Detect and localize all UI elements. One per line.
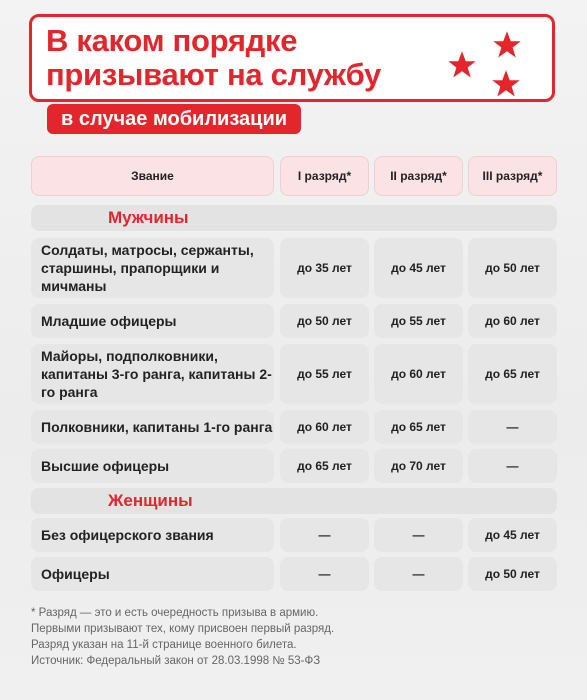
column-header-category-2: II разряд* [374,156,463,196]
section-label: Женщины [108,491,193,510]
table-cell-category-3: до 50 лет [468,557,557,591]
table-cell-category-1: до 50 лет [280,304,369,338]
footnote [31,605,551,669]
column-header-category-1: I разряд* [280,156,369,196]
table-row-rank: Майоры, подполковники, капитаны 3-го ранга, капитаны 2-го ранга [31,344,274,404]
section-label: Мужчины [108,208,189,227]
star-icon [492,30,522,60]
star-icon [447,50,477,80]
table-row-rank: Без офицерского звания [31,518,274,552]
table-cell-category-2: до 60 лет [374,344,463,404]
subtitle-badge: в случае мобилизации [47,104,301,134]
footnote-line: * Разряд — это и есть очередность призыва в армию. [31,607,319,619]
table-cell-category-3: до 45 лет [468,518,557,552]
table-row-rank: Офицеры [31,557,274,591]
table-cell-category-1: до 60 лет [280,410,369,444]
table-cell-category-2: до 70 лет [374,449,463,483]
table-cell-category-2: до 55 лет [374,304,463,338]
table-cell-category-2: — [374,518,463,552]
table-cell-category-1: до 35 лет [280,238,369,298]
table-row-rank: Солдаты, матросы, сержанты, старшины, прапорщики и мичманы [31,238,274,298]
star-icon [491,69,521,99]
page-title: В каком порядке призывают на службу [46,23,381,92]
table-cell-category-2: — [374,557,463,591]
table-cell-category-3: до 50 лет [468,238,557,298]
table-cell-category-2: до 65 лет [374,410,463,444]
section-women [31,488,557,514]
table-cell-category-1: до 55 лет [280,344,369,404]
section-men [31,205,557,231]
footnote-line: Первыми призывают тех, кому присвоен первый разряд. [31,623,335,635]
table-cell-category-2: до 45 лет [374,238,463,298]
table-cell-category-3: — [468,410,557,444]
table-cell-category-1: — [280,518,369,552]
footnote-source: Источник: Федеральный закон от 28.03.1998 № 53-ФЗ [31,655,321,667]
footnote-line: Разряд указан на 11-й странице военного билета. [31,639,297,651]
column-header-category-3: III разряд* [468,156,557,196]
table-row-rank: Младшие офицеры [31,304,274,338]
table-cell-category-3: — [468,449,557,483]
table-cell-category-1: до 65 лет [280,449,369,483]
table-cell-category-3: до 60 лет [468,304,557,338]
table-row-rank: Полковники, капитаны 1-го ранга [31,410,274,444]
table-cell-category-1: — [280,557,369,591]
table-cell-category-3: до 65 лет [468,344,557,404]
column-header-rank: Звание [31,156,274,196]
table-row-rank: Высшие офицеры [31,449,274,483]
